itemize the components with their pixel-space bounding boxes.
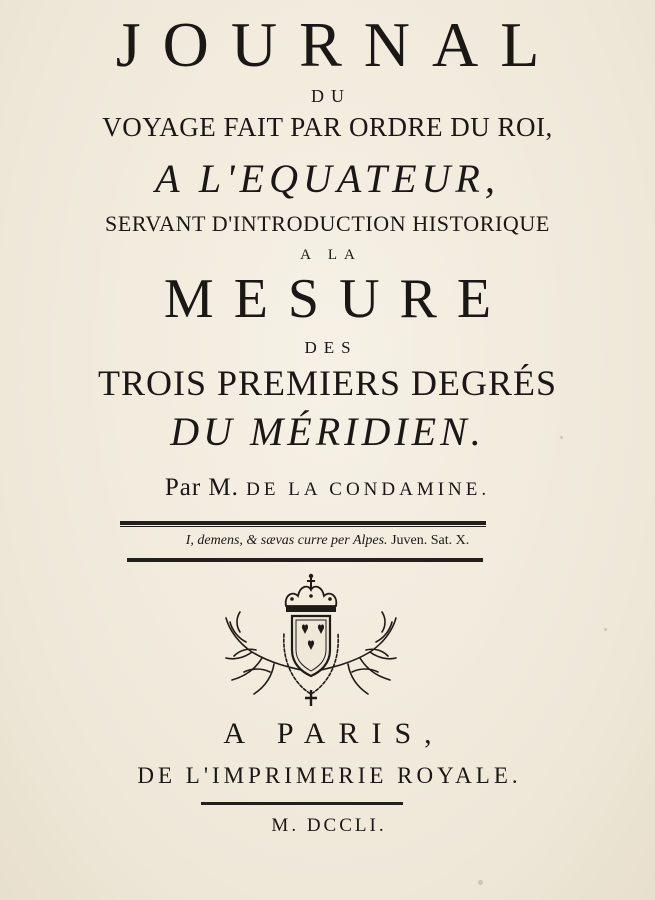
paper-foxing-spot [478,880,483,885]
author-line [0,474,655,502]
title-line-servant: SERVANT D'INTRODUCTION HISTORIQUE [105,211,550,236]
imprint-place: A PARIS, [223,717,445,750]
title-des: DES [304,338,358,357]
top-rule-thin [120,526,486,527]
paper-foxing-spot [604,628,607,631]
bottom-rule [127,558,483,562]
author-name: DE LA CONDAMINE. [246,479,491,500]
title-line-trois: TROIS PREMIERS DEGRÉS [97,363,558,403]
epigraph-quote: I, demens, & sævas curre per Alpes. [185,533,388,548]
imprint-year: M. DCCLI. [271,815,387,836]
royal-arms-vignette-icon [222,572,400,712]
title-line-voyage: VOYAGE FAIT PAR ORDRE DU ROI, [102,112,553,142]
epigraph-source: Juven. Sat. X. [391,533,470,548]
imprint-printer: DE L'IMPRIMERIE ROYALE. [137,763,522,788]
epigraph [0,533,655,549]
imprint-rule [201,802,403,805]
title-a-la: A LA [300,247,362,263]
main-title: JOURNAL [115,9,562,80]
title-line-meridien: DU MÉRIDIEN. [170,409,485,454]
title-du: DU [311,86,351,106]
paper-foxing-spot [560,436,563,439]
title-mesure: MESURE [163,268,512,330]
title-line-equateur: A L'EQUATEUR, [155,156,500,201]
top-rule [120,521,486,525]
author-prefix: Par M. [164,474,239,501]
